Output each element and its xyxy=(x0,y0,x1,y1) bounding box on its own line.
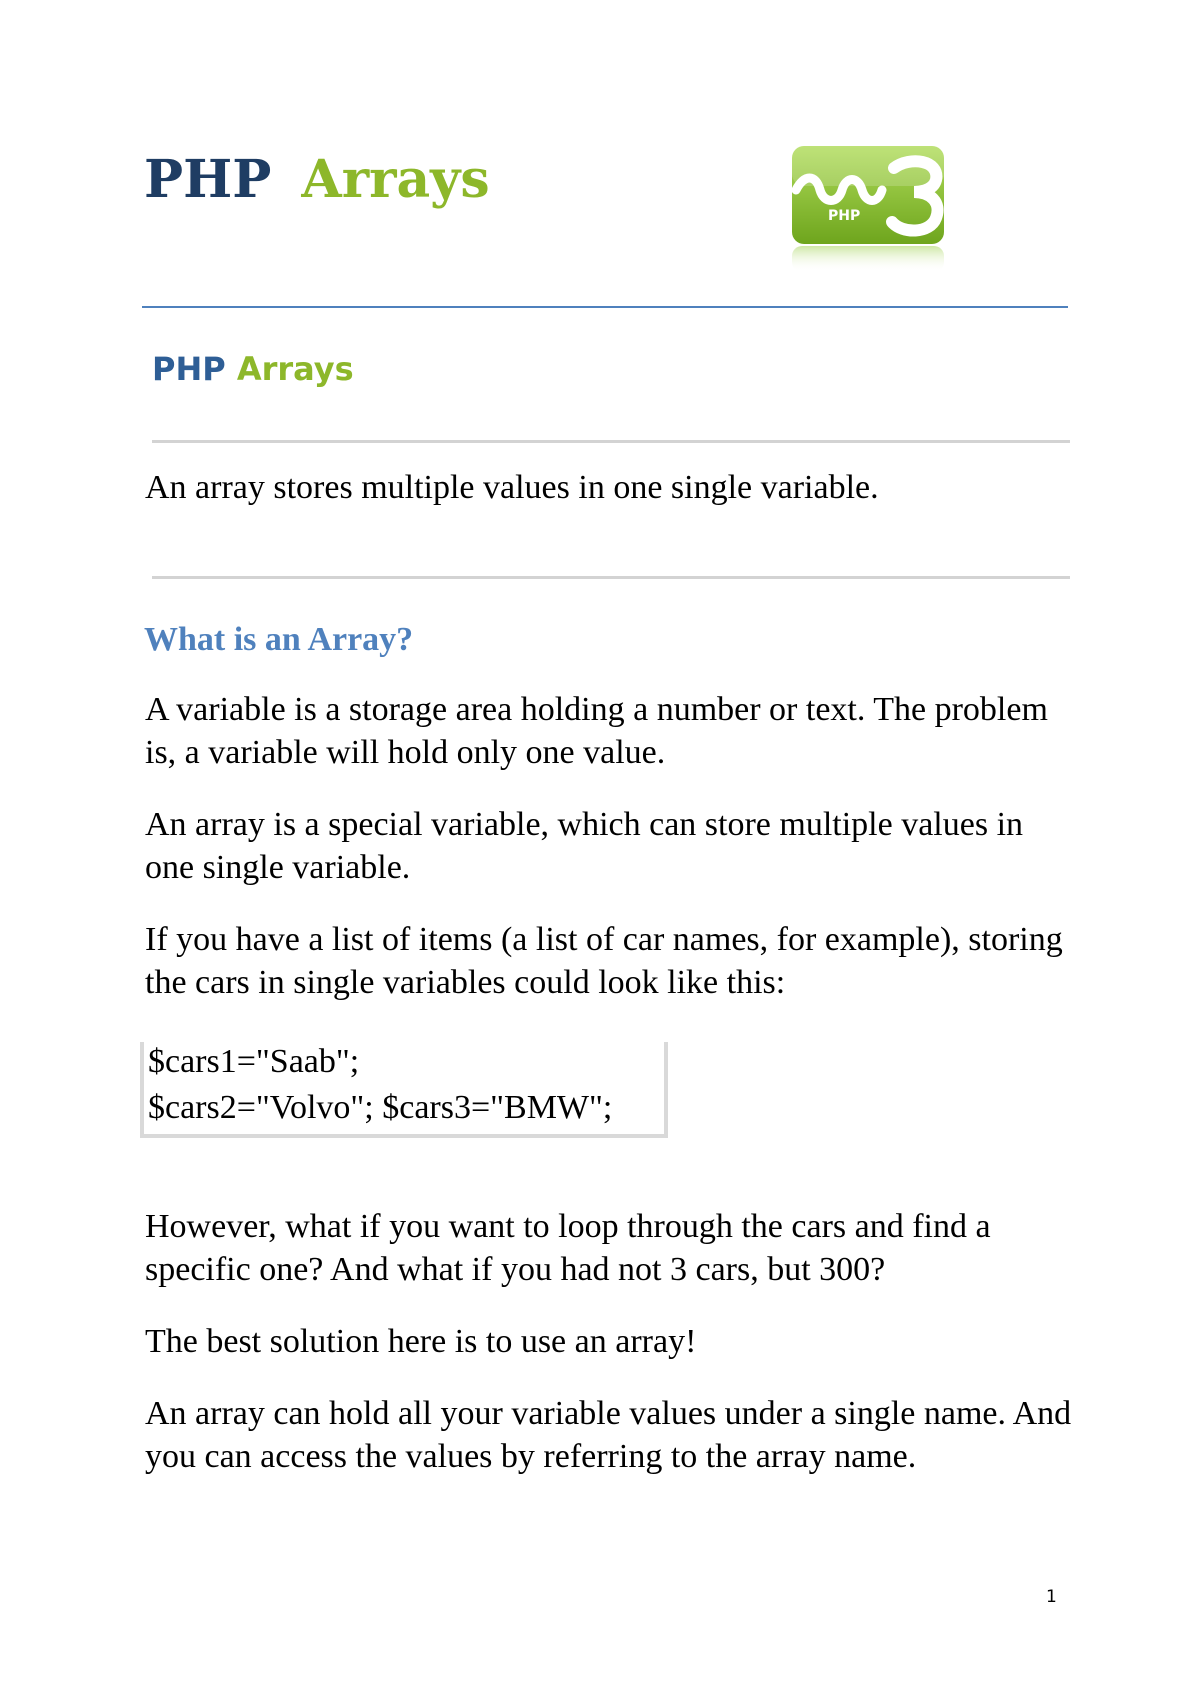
subtitle-php: PHP xyxy=(152,350,226,388)
paragraph-list-of-items: If you have a list of items (a list of car names, for example), storing the cars in single variables could look like this: xyxy=(145,921,1063,1001)
title-arrays: Arrays xyxy=(301,149,490,210)
section-heading: What is an Array? xyxy=(144,621,414,658)
paragraph-best-solution: The best solution here is to use an array! xyxy=(145,1323,697,1360)
code-line: $cars1="Saab"; xyxy=(148,1043,360,1080)
divider-bottom xyxy=(152,576,1070,579)
paragraph-variable: A variable is a storage area holding a number or text. The problem is, a variable will hold only one value. xyxy=(145,691,1048,771)
section-subtitle xyxy=(152,348,354,390)
page-number: 1 xyxy=(1046,1587,1057,1607)
paragraph-loop-question: However, what if you want to loop through the cars and find a specific one? And what if you had not 3 cars, but 300? xyxy=(145,1208,991,1288)
title-php: PHP xyxy=(144,149,272,210)
paragraph-array-hold: An array can hold all your variable values under a single name. And you can access the values by referring to the array name. xyxy=(145,1395,1072,1475)
document-title xyxy=(144,146,490,214)
code-example xyxy=(140,1042,668,1138)
title-divider xyxy=(142,306,1068,308)
subtitle-arrays: Arrays xyxy=(236,350,354,388)
w3-php-logo-icon xyxy=(790,144,948,272)
logo-php-text: PHP xyxy=(828,208,861,224)
code-line: $cars2="Volvo"; $cars3="BMW"; xyxy=(148,1089,613,1126)
paragraph-special-variable: An array is a special variable, which can store multiple values in one single variable. xyxy=(145,806,1024,886)
intro-text: An array stores multiple values in one single variable. xyxy=(145,469,879,506)
divider-top xyxy=(152,440,1070,443)
